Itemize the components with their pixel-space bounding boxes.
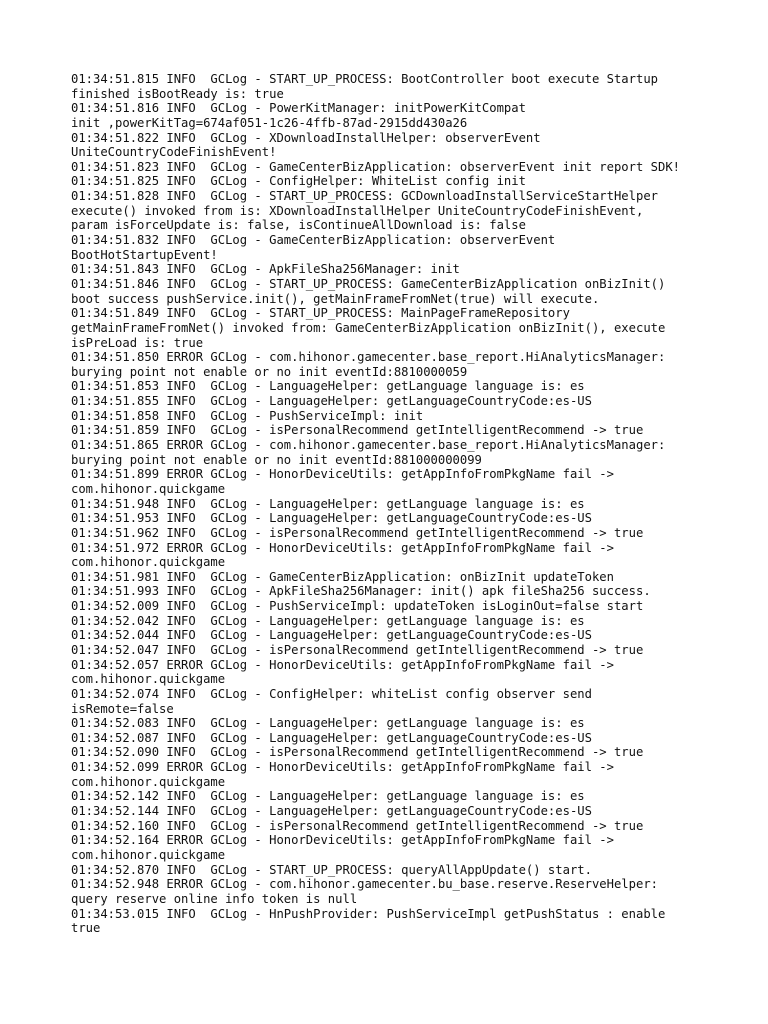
log-line: isRemote=false [71,701,174,716]
log-line: query reserve online info token is null [71,891,358,906]
log-line: param isForceUpdate is: false, isContinueAllDownload is: false [71,218,526,233]
log-line: 01:34:52.142 INFO GCLog - LanguageHelper: getLanguage language is: es [71,789,585,804]
log-line: 01:34:51.993 INFO GCLog - ApkFileSha256Manager: init() apk fileSha256 success. [71,584,651,599]
log-line: 01:34:51.828 INFO GCLog - START_UP_PROCESS: GCDownloadInstallServiceStartHelper [71,189,658,204]
log-line: 01:34:52.090 INFO GCLog - isPersonalRecommend getIntelligentRecommend -> true [71,745,644,760]
log-line: 01:34:51.948 INFO GCLog - LanguageHelper: getLanguage language is: es [71,496,585,511]
log-line: true [71,921,101,936]
log-line: 01:34:51.853 INFO GCLog - LanguageHelper: getLanguage language is: es [71,379,585,394]
log-line: BootHotStartupEvent! [71,247,218,262]
log-line: 01:34:51.855 INFO GCLog - LanguageHelper: getLanguageCountryCode:es-US [71,394,592,409]
log-line: 01:34:51.843 INFO GCLog - ApkFileSha256Manager: init [71,262,460,277]
log-line: 01:34:51.962 INFO GCLog - isPersonalRecommend getIntelligentRecommend -> true [71,525,644,540]
log-line: 01:34:52.044 INFO GCLog - LanguageHelper: getLanguageCountryCode:es-US [71,628,592,643]
log-line: 01:34:51.825 INFO GCLog - ConfigHelper: WhiteList config init [71,174,526,189]
log-line: 01:34:51.981 INFO GCLog - GameCenterBizApplication: onBizInit updateToken [71,569,614,584]
log-line: 01:34:51.972 ERROR GCLog - HonorDeviceUtils: getAppInfoFromPkgName fail -> [71,540,614,555]
log-line: com.hihonor.quickgame [71,672,226,687]
log-line: 01:34:52.164 ERROR GCLog - HonorDeviceUtils: getAppInfoFromPkgName fail -> [71,833,614,848]
log-line: init ,powerKitTag=674af051-1c26-4ffb-87ad-2915dd430a26 [71,115,468,130]
log-line: 01:34:51.815 INFO GCLog - START_UP_PROCESS: BootController boot execute Startup [71,72,658,86]
log-line: 01:34:52.160 INFO GCLog - isPersonalRecommend getIntelligentRecommend -> true [71,818,644,833]
log-text-block [71,72,731,936]
log-line: 01:34:51.849 INFO GCLog - START_UP_PROCESS: MainPageFrameRepository [71,306,570,321]
log-line: 01:34:52.057 ERROR GCLog - HonorDeviceUtils: getAppInfoFromPkgName fail -> [71,657,614,672]
log-line: 01:34:51.899 ERROR GCLog - HonorDeviceUtils: getAppInfoFromPkgName fail -> [71,467,614,482]
log-line: UniteCountryCodeFinishEvent! [71,145,277,160]
log-line: 01:34:52.042 INFO GCLog - LanguageHelper: getLanguage language is: es [71,613,585,628]
log-line: com.hihonor.quickgame [71,555,226,570]
log-line: 01:34:51.846 INFO GCLog - START_UP_PROCESS: GameCenterBizApplication onBizInit() [71,276,666,291]
log-line: finished isBootReady is: true [71,86,284,101]
log-line: com.hihonor.quickgame [71,481,226,496]
log-line: 01:34:51.858 INFO GCLog - PushServiceImpl: init [71,408,424,423]
log-line: burying point not enable or no init eventId:8810000059 [71,364,468,379]
log-line: isPreLoad is: true [71,335,204,350]
log-line: 01:34:51.832 INFO GCLog - GameCenterBizApplication: observerEvent [71,233,556,248]
log-line: 01:34:52.074 INFO GCLog - ConfigHelper: whiteList config observer send [71,686,592,701]
log-line: 01:34:52.047 INFO GCLog - isPersonalRecommend getIntelligentRecommend -> true [71,642,644,657]
log-line: 01:34:52.087 INFO GCLog - LanguageHelper: getLanguageCountryCode:es-US [71,730,592,745]
log-line: 01:34:53.015 INFO GCLog - HnPushProvider: PushServiceImpl getPushStatus : enable [71,906,666,921]
log-line: 01:34:52.144 INFO GCLog - LanguageHelper: getLanguageCountryCode:es-US [71,804,592,819]
log-line: 01:34:51.822 INFO GCLog - XDownloadInstallHelper: observerEvent [71,130,541,145]
log-line: boot success pushService.init(), getMainFrameFromNet(true) will execute. [71,291,600,306]
log-line: 01:34:51.816 INFO GCLog - PowerKitManager: initPowerKitCompat [71,101,526,116]
log-line: 01:34:52.948 ERROR GCLog - com.hihonor.gamecenter.bu_base.reserve.ReserveHelper: [71,877,658,892]
log-line: 01:34:51.859 INFO GCLog - isPersonalRecommend getIntelligentRecommend -> true [71,423,644,438]
log-line: execute() invoked from is: XDownloadInstallHelper UniteCountryCodeFinishEvent, [71,203,644,218]
log-line: 01:34:52.083 INFO GCLog - LanguageHelper: getLanguage language is: es [71,716,585,731]
log-line: 01:34:51.823 INFO GCLog - GameCenterBizApplication: observerEvent init report SDK! [71,159,681,174]
log-line: 01:34:51.865 ERROR GCLog - com.hihonor.gamecenter.base_report.HiAnalyticsManager: [71,438,666,453]
log-line: 01:34:51.953 INFO GCLog - LanguageHelper: getLanguageCountryCode:es-US [71,511,592,526]
log-line: 01:34:51.850 ERROR GCLog - com.hihonor.gamecenter.base_report.HiAnalyticsManager: [71,350,666,365]
log-line: 01:34:52.009 INFO GCLog - PushServiceImpl: updateToken isLoginOut=false start [71,599,644,614]
log-line: 01:34:52.099 ERROR GCLog - HonorDeviceUtils: getAppInfoFromPkgName fail -> [71,760,614,775]
log-line: com.hihonor.quickgame [71,847,226,862]
log-line: burying point not enable or no init eventId:881000000099 [71,452,482,467]
log-line: com.hihonor.quickgame [71,774,226,789]
log-line: 01:34:52.870 INFO GCLog - START_UP_PROCESS: queryAllAppUpdate() start. [71,862,592,877]
log-line: getMainFrameFromNet() invoked from: GameCenterBizApplication onBizInit(), execute [71,320,666,335]
